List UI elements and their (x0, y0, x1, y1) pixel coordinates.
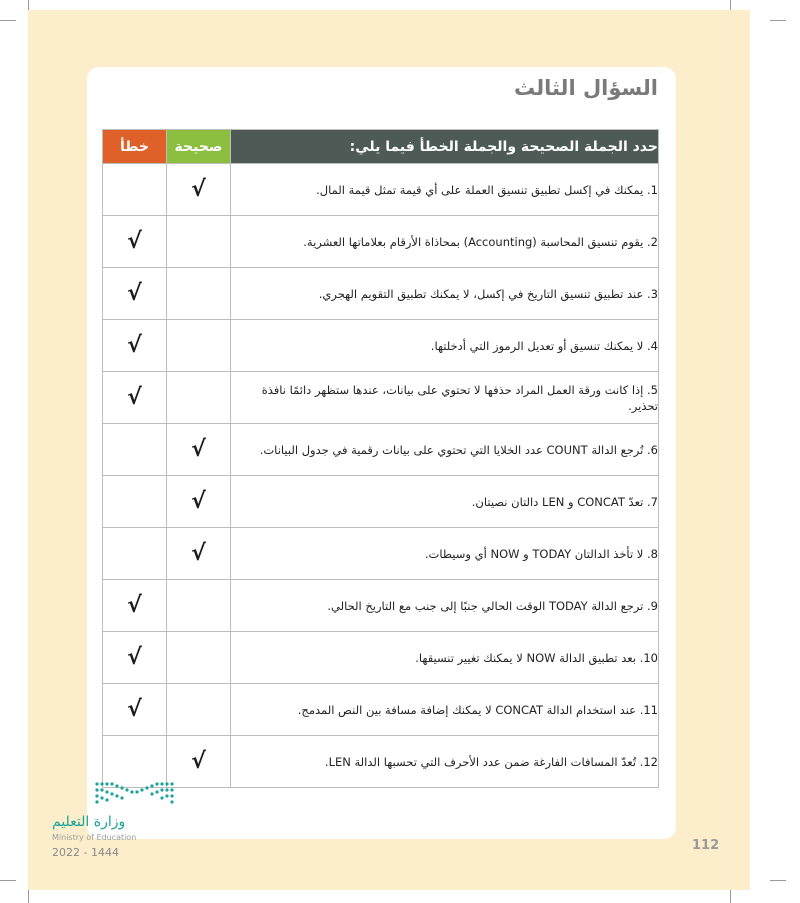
wrong-mark-cell (103, 476, 167, 528)
crop-mark (770, 20, 786, 21)
statement-cell: 9. ترجع الدالة TODAY الوقت الحالي جنبًا إلى جنب مع التاريخ الحالي. (231, 580, 659, 632)
table-row (103, 320, 659, 372)
wrong-mark-cell (103, 216, 167, 268)
table-row (103, 580, 659, 632)
right-mark-cell (167, 684, 231, 736)
check-mark-icon: √ (127, 645, 142, 670)
table-header-row (103, 130, 659, 164)
header-right: صحيحة (167, 130, 231, 164)
ministry-logo (52, 780, 192, 860)
right-mark-cell (167, 372, 231, 424)
right-mark-cell (167, 268, 231, 320)
crop-mark (770, 880, 786, 881)
statement-cell: 2. يقوم تنسيق المحاسبة (Accounting) بمحاذاة الأرقام بعلاماتها العشرية. (231, 216, 659, 268)
wrong-mark-cell (103, 528, 167, 580)
right-mark-cell (167, 580, 231, 632)
right-mark-cell (167, 528, 231, 580)
crop-mark (0, 20, 16, 21)
academic-year: 2022 - 1444 (52, 846, 119, 859)
check-mark-icon: √ (191, 489, 206, 514)
table-row (103, 424, 659, 476)
check-mark-icon: √ (127, 697, 142, 722)
table-row (103, 528, 659, 580)
right-mark-cell (167, 164, 231, 216)
right-mark-cell (167, 424, 231, 476)
table-row (103, 632, 659, 684)
table-row (103, 268, 659, 320)
table-row (103, 372, 659, 424)
header-statement: حدد الجملة الصحيحة والجملة الخطأ فيما يلي: (231, 130, 659, 164)
check-mark-icon: √ (191, 437, 206, 462)
wrong-mark-cell (103, 268, 167, 320)
check-mark-icon: √ (127, 385, 142, 410)
statement-cell: 1. يمكنك في إكسل تطبيق تنسيق العملة على أي قيمة تمثل قيمة المال. (231, 164, 659, 216)
right-mark-cell (167, 216, 231, 268)
statement-cell: 12. تُعدّ المسافات الفارغة ضمن عدد الأحرف التي تحسبها الدالة LEN. (231, 736, 659, 788)
table-row (103, 164, 659, 216)
crop-mark (0, 880, 16, 881)
crop-mark (28, 890, 29, 903)
table-row (103, 684, 659, 736)
page-number: 112 (692, 838, 720, 853)
right-mark-cell (167, 632, 231, 684)
wrong-mark-cell (103, 164, 167, 216)
true-false-table (102, 129, 659, 788)
statement-cell: 6. تُرجع الدالة COUNT عدد الخلايا التي تحتوي على بيانات رقمية في جدول البيانات. (231, 424, 659, 476)
statement-cell: 3. عند تطبيق تنسيق التاريخ في إكسل، لا يمكنك تطبيق التقويم الهجري. (231, 268, 659, 320)
check-mark-icon: √ (127, 333, 142, 358)
statement-cell: 8. لا تأخذ الدالتان TODAY و NOW أي وسيطات. (231, 528, 659, 580)
right-mark-cell (167, 320, 231, 372)
wrong-mark-cell (103, 424, 167, 476)
right-mark-cell (167, 476, 231, 528)
wrong-mark-cell (103, 684, 167, 736)
table-row (103, 216, 659, 268)
wrong-mark-cell (103, 580, 167, 632)
ministry-name-arabic: وزارة التعليم (52, 814, 126, 830)
statement-cell: 4. لا يمكنك تنسيق أو تعديل الرموز التي أدخلتها. (231, 320, 659, 372)
wrong-mark-cell (103, 320, 167, 372)
wrong-mark-cell (103, 632, 167, 684)
wrong-mark-cell (103, 372, 167, 424)
check-mark-icon: √ (191, 177, 206, 202)
check-mark-icon: √ (191, 541, 206, 566)
statement-cell: 5. إذا كانت ورقة العمل المراد حذفها لا تحتوي على بيانات، عندها ستظهر دائمًا نافذة تحذير. (231, 372, 659, 424)
check-mark-icon: √ (127, 229, 142, 254)
crop-mark (730, 890, 731, 903)
section-title: السؤال الثالث (513, 76, 658, 100)
statement-cell: 11. عند استخدام الدالة CONCAT لا يمكنك إضافة مسافة بين النص المدمج. (231, 684, 659, 736)
ministry-name-english: Ministry of Education (52, 833, 137, 842)
table-body (103, 164, 659, 788)
statement-cell: 7. تعدّ CONCAT و LEN دالتان نصيتان. (231, 476, 659, 528)
statement-cell: 10. بعد تطبيق الدالة NOW لا يمكنك تغيير تنسيقها. (231, 632, 659, 684)
header-wrong: خطأ (103, 130, 167, 164)
check-mark-icon: √ (127, 281, 142, 306)
ministry-logo-dots-icon (94, 780, 180, 806)
check-mark-icon: √ (127, 593, 142, 618)
table-row (103, 476, 659, 528)
check-mark-icon: √ (191, 749, 206, 774)
